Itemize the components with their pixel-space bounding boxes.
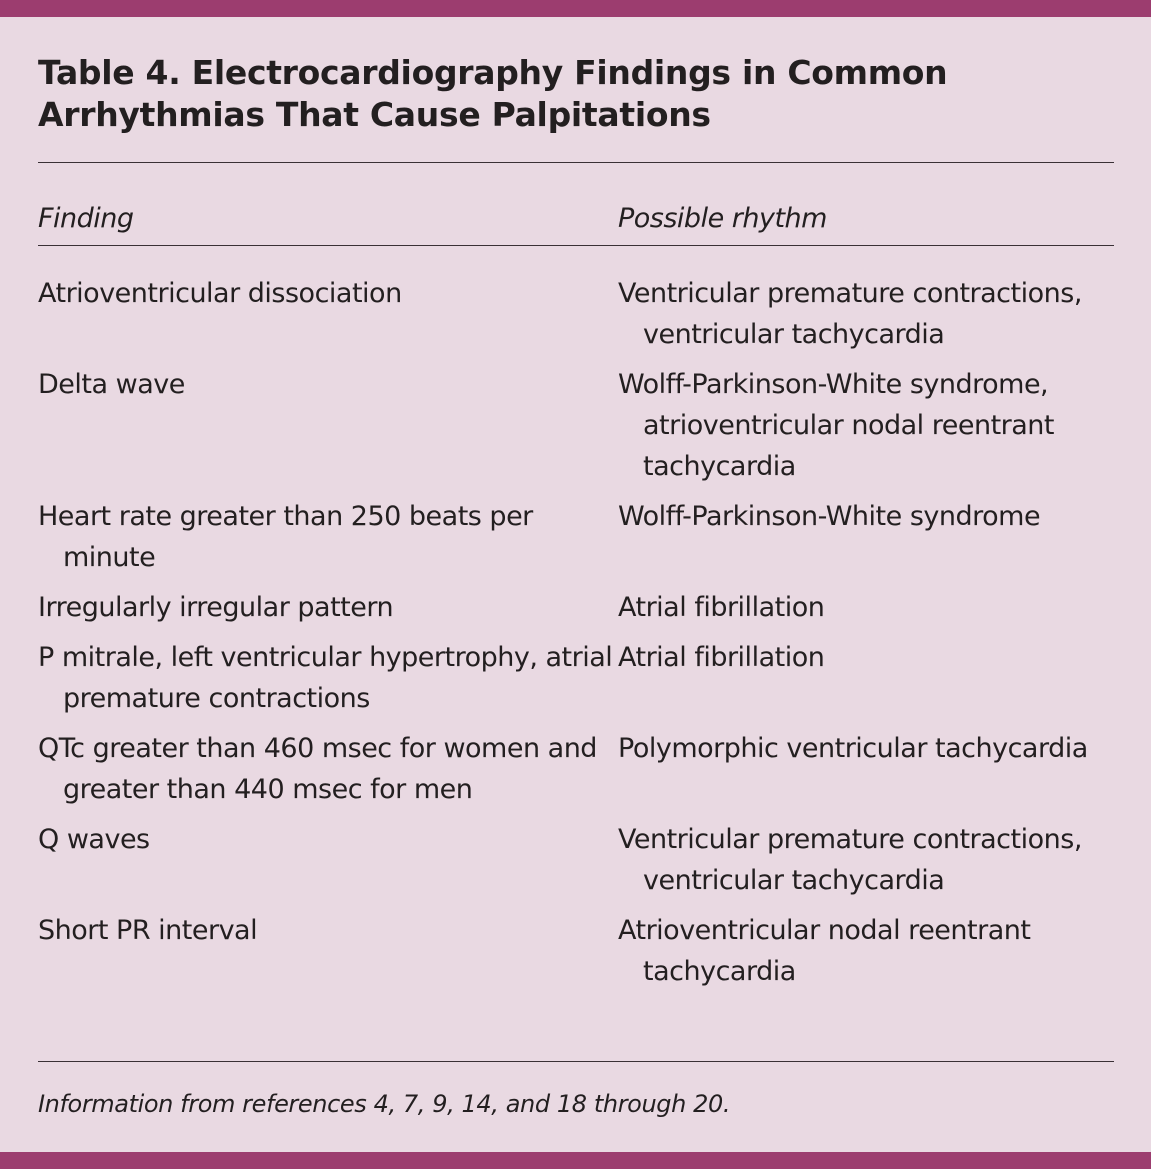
- rhythm-cell: Wolff-Parkinson-White syndrome, atrioventricular nodal reentrant tachycardia: [618, 369, 1055, 482]
- table-row: [38, 273, 1128, 355]
- rhythm-cell: Polymorphic ventricular tachycardia: [618, 733, 1088, 764]
- rhythm-cell: Ventricular premature contractions, ventricular tachycardia: [618, 278, 1082, 350]
- table-title: [38, 52, 1118, 136]
- table-row: [38, 819, 1128, 901]
- rhythm-cell: Atrial fibrillation: [618, 642, 825, 673]
- title-divider: [38, 162, 1114, 163]
- table-body: [38, 273, 1128, 1001]
- finding-cell: Q waves: [38, 824, 150, 855]
- table-row: [38, 496, 1128, 578]
- finding-cell: Atrioventricular dissociation: [38, 278, 402, 309]
- finding-cell: Short PR interval: [38, 915, 258, 946]
- column-header-possible-rhythm: Possible rhythm: [618, 203, 827, 234]
- bottom-accent-bar: [0, 1152, 1151, 1169]
- finding-cell: Delta wave: [38, 369, 185, 400]
- footer-divider: [38, 1061, 1114, 1062]
- rhythm-cell: Wolff-Parkinson-White syndrome: [618, 501, 1041, 532]
- rhythm-cell: Ventricular premature contractions, ventricular tachycardia: [618, 824, 1082, 896]
- table-row: [38, 728, 1128, 810]
- table-title-line-2: Arrhythmias That Cause Palpitations: [38, 95, 711, 134]
- top-accent-bar: [0, 0, 1151, 17]
- table-row: [38, 587, 1128, 628]
- header-divider: [38, 245, 1114, 246]
- table-row: [38, 637, 1128, 719]
- finding-cell: P mitrale, left ventricular hypertrophy, atrial premature contractions: [38, 642, 613, 714]
- table-row: [38, 910, 1128, 992]
- table-title-line-1: Table 4. Electrocardiography Findings in Common: [38, 53, 948, 92]
- table-row: [38, 364, 1128, 487]
- rhythm-cell: Atrial fibrillation: [618, 592, 825, 623]
- rhythm-cell: Atrioventricular nodal reentrant tachycardia: [618, 915, 1031, 987]
- finding-cell: QTc greater than 460 msec for women and greater than 440 msec for men: [38, 733, 597, 805]
- finding-cell: Heart rate greater than 250 beats per minute: [38, 501, 533, 573]
- finding-cell: Irregularly irregular pattern: [38, 592, 394, 623]
- column-header-finding: Finding: [38, 203, 134, 234]
- table-footnote: Information from references 4, 7, 9, 14, and 18 through 20.: [38, 1090, 731, 1118]
